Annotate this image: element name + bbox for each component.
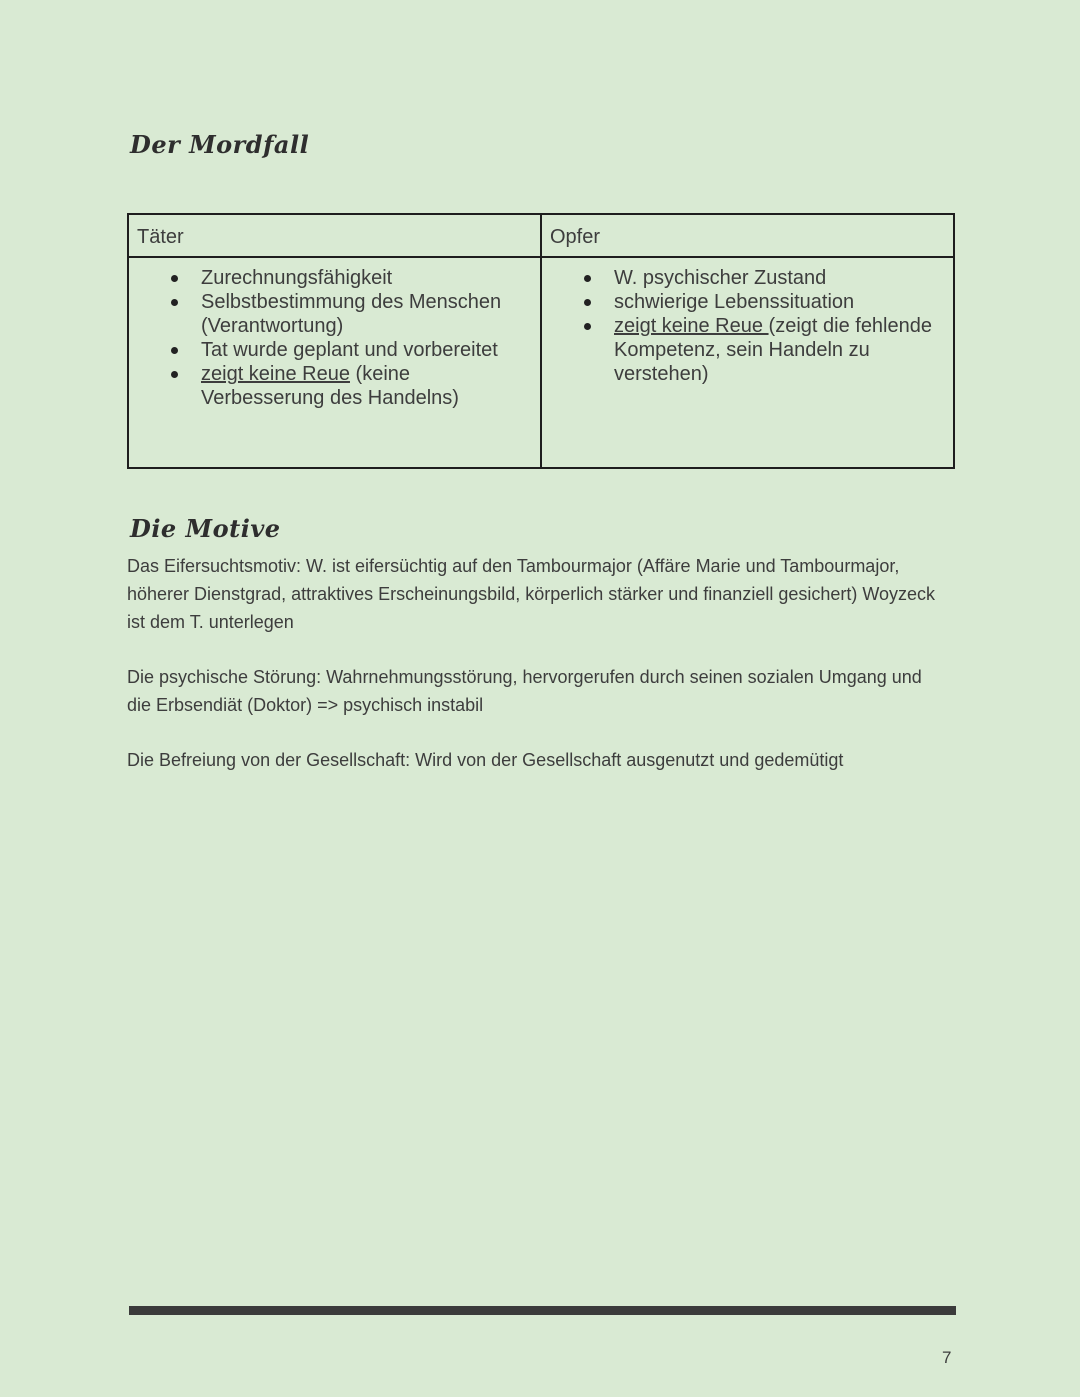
motive-paragraph-stoerung: Die psychische Störung: Wahrnehmungsstörung, hervorgerufen durch seinen sozialen Umgang und die Erbsendiät (Doktor) => psychisch instabil bbox=[127, 667, 922, 715]
list-item bbox=[614, 314, 933, 386]
table-header-row bbox=[128, 214, 954, 257]
opfer-list bbox=[542, 266, 953, 386]
list-item bbox=[201, 290, 520, 338]
list-item-text: W. psychischer Zustand bbox=[614, 267, 827, 289]
underlined-text: zeigt keine Reue bbox=[201, 363, 350, 385]
footer-divider bbox=[129, 1306, 956, 1315]
motive-paragraph-befreiung: Die Befreiung von der Gesellschaft: Wird von der Gesellschaft ausgenutzt und gedemütigt bbox=[127, 750, 844, 770]
page-number: 7 bbox=[942, 1348, 952, 1367]
list-item bbox=[614, 266, 933, 290]
underlined-text: zeigt keine Reue bbox=[614, 315, 769, 337]
taeter-cell bbox=[128, 257, 541, 468]
list-item-text: Tat wurde geplant und vorbereitet bbox=[201, 339, 498, 361]
column-header-opfer: Opfer bbox=[541, 214, 954, 257]
list-item-text: (keine Verbesserung des Handelns) bbox=[201, 363, 459, 409]
list-item bbox=[201, 362, 520, 410]
list-item-text: (zeigt die fehlende Kompetenz, sein Handeln zu verstehen) bbox=[614, 315, 932, 385]
motive-paragraph-eifersucht: Das Eifersuchtsmotiv: W. ist eifersüchtig auf den Tambourmajor (Affäre Marie und Tambourmajor, höherer Dienstgrad, attraktives Erscheinungsbild, körperlich stärker und finanziell gesichert) Woyzeck ist dem T. unterlegen bbox=[127, 556, 936, 632]
list-item bbox=[614, 290, 933, 314]
list-item-text: Zurechnungsfähigkeit bbox=[201, 267, 393, 289]
list-item-text: Selbstbestimmung des Menschen (Verantwortung) bbox=[201, 291, 502, 337]
perpetrator-victim-table bbox=[127, 213, 955, 469]
list-item bbox=[201, 266, 520, 290]
taeter-list bbox=[129, 266, 540, 410]
heading-motive: Die Motive bbox=[130, 514, 281, 543]
heading-mordfall: Der Mordfall bbox=[130, 130, 310, 159]
table-row bbox=[128, 257, 954, 468]
opfer-cell bbox=[541, 257, 954, 468]
list-item-text: schwierige Lebenssituation bbox=[614, 291, 855, 313]
list-item bbox=[201, 338, 520, 362]
column-header-taeter: Täter bbox=[128, 214, 541, 257]
